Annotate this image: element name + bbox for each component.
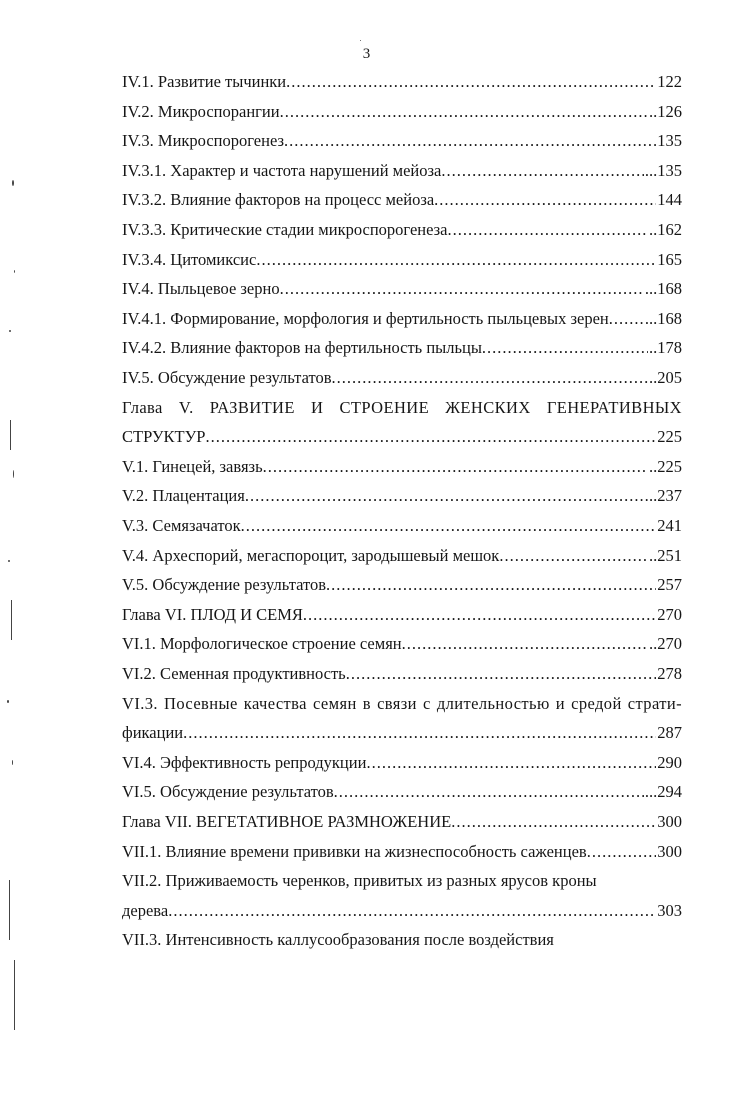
toc-entry-page: ..251 xyxy=(649,545,682,565)
dot-leader xyxy=(434,188,656,212)
toc-entry-title: VII.1. Влияние времени прививки на жизнеспособность саженцев xyxy=(122,841,587,861)
dot-leader xyxy=(280,100,648,124)
toc-entry xyxy=(122,159,682,183)
toc-entry-page: ..270 xyxy=(649,634,682,654)
dot-leader xyxy=(183,721,656,745)
toc-entry-page: ...168 xyxy=(644,308,682,328)
toc-entry-wrapped-line: VII.3. Интенсивность каллусообразования после воздействия xyxy=(122,930,554,950)
toc-entry-page: 300 xyxy=(657,812,682,831)
toc-entry-title: IV.1. Развитие тычинки xyxy=(122,72,287,91)
toc-entry-title: Глава VII. ВЕГЕТАТИВНОЕ РАЗМНОЖЕНИЕ xyxy=(122,812,452,831)
dot-leader xyxy=(256,248,656,272)
toc-entry-page: 135 xyxy=(657,131,682,151)
toc-entry xyxy=(122,899,682,923)
toc-entry-title: V.1. Гинецей, завязь xyxy=(122,456,263,476)
toc-entry-page: ..205 xyxy=(649,368,682,387)
toc-entry-page: 290 xyxy=(657,752,682,772)
dot-leader xyxy=(303,603,656,627)
toc-entry-page: 257 xyxy=(657,575,682,595)
toc-entry xyxy=(122,70,682,94)
dot-leader xyxy=(334,780,644,804)
toc-entry xyxy=(122,662,682,686)
toc-entry-wrapped-line: VII.2. Приживаемость черенков, привитых из разных ярусов кроны xyxy=(122,871,597,891)
toc-entry-title: V.2. Плацентация xyxy=(122,486,245,506)
dot-leader xyxy=(241,514,657,538)
toc-entry-page: ..225 xyxy=(649,456,682,476)
toc-entry-page: ..162 xyxy=(649,220,682,239)
toc-entry-title: фикации xyxy=(122,723,184,743)
toc-entry-title: IV.3.4. Цитомиксис xyxy=(122,249,257,269)
dot-leader xyxy=(286,70,656,94)
toc-entry xyxy=(122,248,682,272)
toc-entry-page: 165 xyxy=(657,249,682,269)
toc-entry xyxy=(122,100,682,124)
toc-entry-page: 303 xyxy=(657,900,682,920)
toc-entry-title: VI.1. Морфологическое строение семян xyxy=(122,634,402,654)
dot-leader xyxy=(346,662,657,686)
toc-entry-page: 287 xyxy=(657,723,682,743)
toc-entry-page: 300 xyxy=(657,841,682,861)
dot-leader xyxy=(447,218,648,242)
toc-entry-title: V.5. Обсуждение результатов xyxy=(122,575,327,595)
toc-entry-page: 144 xyxy=(657,190,682,210)
toc-entry-title: VI.4. Эффективность репродукции xyxy=(122,752,367,772)
toc-entry-wrapped-line: VI.3. Посевные качества семян в связи с длительностью и средой страти- xyxy=(122,693,682,713)
toc-chapter-heading: Глава V. РАЗВИТИЕ И СТРОЕНИЕ ЖЕНСКИХ ГЕНЕРАТИВНЫХ xyxy=(122,397,682,417)
dot-leader xyxy=(366,751,656,775)
dot-leader xyxy=(609,307,644,331)
toc-entry xyxy=(122,425,682,449)
toc-entry-title: IV.5. Обсуждение результатов xyxy=(122,368,332,387)
toc-entry xyxy=(122,218,682,242)
toc-entry-title: IV.3. Микроспорогенез xyxy=(122,131,284,151)
toc-entry xyxy=(122,544,682,568)
toc-entry-page: ...168 xyxy=(644,279,682,299)
toc-entry-page: 278 xyxy=(657,664,682,683)
toc-entry xyxy=(122,188,682,212)
toc-entry-title: дерева xyxy=(122,900,169,920)
dot-leader xyxy=(587,840,657,864)
toc-entry xyxy=(122,751,682,775)
toc-entry xyxy=(122,721,682,745)
dot-leader xyxy=(332,366,648,390)
toc-entry xyxy=(122,129,682,153)
toc-entry-title: IV.3.3. Критические стадии микроспорогенеза xyxy=(122,220,448,239)
toc-entry-page: ..126 xyxy=(649,101,682,121)
dot-leader xyxy=(499,544,648,568)
toc-entry xyxy=(122,573,682,597)
toc-entry-title: IV.4.1. Формирование, морфология и фертильность пыльцевых зерен xyxy=(122,308,609,328)
toc-entry xyxy=(122,810,682,834)
toc-entry-page: ...294 xyxy=(644,782,682,802)
toc-entry-title: СТРУКТУР xyxy=(122,427,206,447)
toc-entry-title: IV.4.2. Влияние факторов на фертильность пыльцы xyxy=(122,338,482,358)
page-number: 3 xyxy=(362,46,371,62)
dot-leader xyxy=(205,425,656,449)
toc-entry xyxy=(122,484,682,508)
dot-leader xyxy=(451,810,656,834)
toc-entry-page: 270 xyxy=(657,604,682,624)
toc-entry-title: IV.4. Пыльцевое зерно xyxy=(122,279,280,299)
toc-entry xyxy=(122,336,682,360)
dot-leader xyxy=(245,484,648,508)
toc-entry xyxy=(122,780,682,804)
toc-entry-title: IV.2. Микроспорангии xyxy=(122,101,280,121)
toc-entry xyxy=(122,603,682,627)
toc-entry-page: 122 xyxy=(657,72,682,91)
toc-entry-page: 225 xyxy=(657,427,682,447)
toc-entry xyxy=(122,840,682,864)
dot-leader xyxy=(326,573,656,597)
dot-leader xyxy=(168,899,656,923)
dot-leader xyxy=(402,632,648,656)
toc-entry-title: V.4. Археспорий, мегаспороцит, зародышевый мешок xyxy=(122,545,500,565)
toc-entry xyxy=(122,632,682,656)
dot-leader xyxy=(263,455,648,479)
toc-entry-title: Глава VI. ПЛОД И СЕМЯ xyxy=(122,604,303,624)
toc-entry-page: 241 xyxy=(657,516,682,535)
toc-entry-title: IV.3.1. Характер и частота нарушений мейоза xyxy=(122,160,442,180)
toc-entry xyxy=(122,514,682,538)
dot-leader xyxy=(284,129,656,153)
dot-leader xyxy=(441,159,644,183)
toc-entry xyxy=(122,277,682,301)
dot-leader xyxy=(482,336,648,360)
toc-entry-title: V.3. Семязачаток xyxy=(122,516,241,535)
toc-entry-page: ..178 xyxy=(649,338,682,358)
toc-entry-title: IV.3.2. Влияние факторов на процесс мейоза xyxy=(122,190,435,210)
toc-entry-page: ..237 xyxy=(649,486,682,506)
toc-entry xyxy=(122,307,682,331)
toc-entry-title: VI.5. Обсуждение результатов xyxy=(122,782,334,802)
toc-entry xyxy=(122,366,682,390)
dot-leader xyxy=(280,277,644,301)
toc-entry xyxy=(122,455,682,479)
toc-entry-title: VI.2. Семенная продуктивность xyxy=(122,664,346,683)
toc-entry-page: ...135 xyxy=(644,160,682,180)
